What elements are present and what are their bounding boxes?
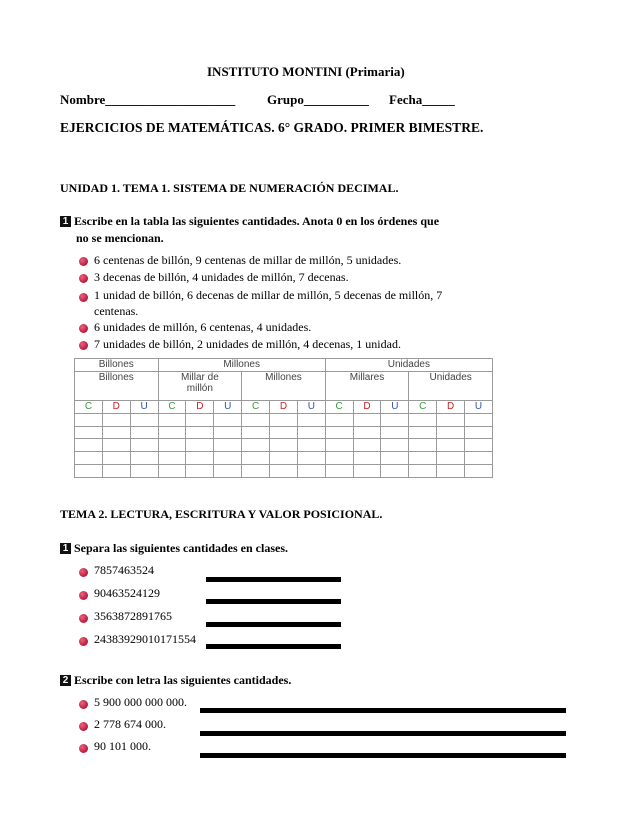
list-item: 3 decenas de billón, 4 unidades de millón, 7 decenas.: [94, 270, 349, 284]
table-cell[interactable]: [130, 426, 158, 439]
table-cell[interactable]: [437, 439, 465, 452]
table-cell[interactable]: [353, 439, 381, 452]
table-cell[interactable]: [102, 426, 130, 439]
numeration-table: [74, 358, 493, 478]
table-cell[interactable]: [102, 413, 130, 426]
table-cell[interactable]: [325, 452, 353, 465]
table-cell[interactable]: [186, 413, 214, 426]
table-cell[interactable]: [353, 413, 381, 426]
table-header: Billones: [75, 359, 159, 372]
grupo-field[interactable]: Grupo__________: [267, 92, 369, 107]
table-row: [75, 439, 493, 452]
table-header: Millones: [242, 371, 326, 400]
table-cell[interactable]: [270, 465, 298, 478]
bullet-icon: [79, 257, 88, 266]
table-cell[interactable]: [214, 426, 242, 439]
list-item: 5 900 000 000 000.: [94, 695, 187, 709]
exercise-1-line1: Escribe en la tabla las siguientes cantidades. Anota 0 en los órdenes que: [74, 214, 440, 228]
table-cell[interactable]: [325, 439, 353, 452]
table-cell[interactable]: [437, 465, 465, 478]
table-cell[interactable]: [325, 413, 353, 426]
table-header: Millar de millón: [158, 371, 242, 400]
table-cell[interactable]: [270, 413, 298, 426]
order-u: U: [381, 400, 409, 413]
order-c: C: [242, 400, 270, 413]
table-cell[interactable]: [437, 452, 465, 465]
table-cell[interactable]: [465, 426, 493, 439]
table-cell[interactable]: [465, 465, 493, 478]
table-cell[interactable]: [242, 439, 270, 452]
exercise-2-1-text: Separa las siguientes cantidades en clases.: [74, 541, 289, 555]
answer-line[interactable]: [206, 577, 341, 582]
table-cell[interactable]: [353, 452, 381, 465]
table-cell[interactable]: [214, 465, 242, 478]
order-d: D: [186, 400, 214, 413]
table-cell[interactable]: [270, 426, 298, 439]
order-c: C: [75, 400, 103, 413]
list-item: 1 unidad de billón, 6 decenas de millar de millón, 5 decenas de millón, 7: [94, 288, 443, 302]
table-cell[interactable]: [409, 413, 437, 426]
answer-line[interactable]: [200, 731, 566, 736]
table-cell[interactable]: [214, 413, 242, 426]
answer-line[interactable]: [206, 599, 341, 604]
order-c: C: [325, 400, 353, 413]
table-cell[interactable]: [353, 465, 381, 478]
topic2-heading: TEMA 2. LECTURA, ESCRITURA Y VALOR POSICIONAL.: [60, 507, 383, 521]
table-cell[interactable]: [242, 426, 270, 439]
list-item: 3563872891765: [94, 609, 172, 623]
order-d: D: [270, 400, 298, 413]
table-cell[interactable]: [75, 452, 103, 465]
table-cell[interactable]: [214, 452, 242, 465]
bullet-icon: [79, 614, 88, 623]
exercise-2-2-instruction: [60, 673, 291, 688]
table-cell[interactable]: [158, 452, 186, 465]
unit1-heading: UNIDAD 1. TEMA 1. SISTEMA DE NUMERACIÓN DECIMAL.: [60, 181, 399, 195]
bullet-icon: [79, 341, 88, 350]
table-row: [75, 413, 493, 426]
table-cell[interactable]: [186, 465, 214, 478]
table-cell[interactable]: [297, 452, 325, 465]
bullet-icon: [79, 722, 88, 731]
table-cell[interactable]: [437, 413, 465, 426]
number-1-icon: 1: [60, 543, 71, 554]
exercise-1-line2: no se mencionan.: [76, 231, 164, 245]
exercise-2-1-instruction: [60, 541, 288, 556]
table-cell[interactable]: [75, 465, 103, 478]
list-item-continuation: centenas.: [94, 304, 139, 318]
table-cell[interactable]: [270, 452, 298, 465]
table-cell[interactable]: [102, 452, 130, 465]
table-cell[interactable]: [381, 465, 409, 478]
order-u: U: [130, 400, 158, 413]
table-header: Millones: [158, 359, 325, 372]
table-cell[interactable]: [186, 452, 214, 465]
exercise-2-2-text: Escribe con letra las siguientes cantidades.: [74, 673, 292, 687]
table-cell[interactable]: [381, 452, 409, 465]
bullet-icon: [79, 744, 88, 753]
order-c: C: [158, 400, 186, 413]
list-item: 7 unidades de billón, 2 unidades de millón, 4 decenas, 1 unidad.: [94, 337, 401, 351]
table-cell[interactable]: [381, 439, 409, 452]
table-cell[interactable]: [130, 452, 158, 465]
table-class-row: [75, 371, 493, 400]
list-item: 24383929010171554: [94, 632, 196, 646]
table-cell[interactable]: [409, 426, 437, 439]
list-item: 6 unidades de millón, 6 centenas, 4 unidades.: [94, 320, 312, 334]
table-cell[interactable]: [465, 452, 493, 465]
table-header: Unidades: [409, 371, 493, 400]
bullet-icon: [79, 324, 88, 333]
table-cell[interactable]: [102, 439, 130, 452]
table-cell[interactable]: [102, 465, 130, 478]
table-cell[interactable]: [297, 426, 325, 439]
fecha-field[interactable]: Fecha_____: [389, 92, 455, 107]
list-item: 7857463524: [94, 563, 154, 577]
order-u: U: [297, 400, 325, 413]
order-d: D: [102, 400, 130, 413]
table-cell[interactable]: [130, 439, 158, 452]
table-cell[interactable]: [158, 439, 186, 452]
table-cell[interactable]: [75, 426, 103, 439]
table-cell[interactable]: [158, 413, 186, 426]
bullet-icon: [79, 293, 88, 302]
table-cell[interactable]: [297, 439, 325, 452]
table-cell[interactable]: [75, 439, 103, 452]
order-d: D: [437, 400, 465, 413]
table-cell[interactable]: [437, 426, 465, 439]
list-item: 90 101 000.: [94, 739, 151, 753]
table-cell[interactable]: [465, 413, 493, 426]
exercise-1-instruction: [60, 214, 439, 229]
bullet-icon: [79, 591, 88, 600]
table-group-row: [75, 359, 493, 372]
table-row: [75, 465, 493, 478]
table-cell[interactable]: [158, 465, 186, 478]
table-cell[interactable]: [186, 426, 214, 439]
table-cell[interactable]: [353, 426, 381, 439]
bullet-icon: [79, 637, 88, 646]
table-cell[interactable]: [214, 439, 242, 452]
table-cell[interactable]: [297, 413, 325, 426]
table-row: [75, 426, 493, 439]
table-cell[interactable]: [158, 426, 186, 439]
answer-line[interactable]: [206, 622, 341, 627]
table-cell[interactable]: [381, 413, 409, 426]
list-item: 90463524129: [94, 586, 160, 600]
bullet-icon: [79, 700, 88, 709]
table-cell[interactable]: [130, 413, 158, 426]
table-cell[interactable]: [270, 439, 298, 452]
table-row: [75, 452, 493, 465]
table-cell[interactable]: [75, 413, 103, 426]
order-c: C: [409, 400, 437, 413]
table-header: Millares: [325, 371, 409, 400]
order-u: U: [465, 400, 493, 413]
table-cell[interactable]: [297, 465, 325, 478]
table-cell[interactable]: [186, 439, 214, 452]
order-u: U: [214, 400, 242, 413]
table-cell[interactable]: [242, 413, 270, 426]
table-cell[interactable]: [325, 426, 353, 439]
subject-title: EJERCICIOS DE MATEMÁTICAS. 6° GRADO. PRIMER BIMESTRE.: [60, 120, 484, 135]
table-header: Unidades: [325, 359, 492, 372]
answer-line[interactable]: [200, 753, 566, 758]
bullet-icon: [79, 568, 88, 577]
table-header: Billones: [75, 371, 159, 400]
bullet-icon: [79, 274, 88, 283]
school-title: INSTITUTO MONTINI (Primaria): [207, 64, 405, 79]
table-cell[interactable]: [465, 439, 493, 452]
answer-line[interactable]: [206, 644, 341, 649]
list-item: 6 centenas de billón, 9 centenas de millar de millón, 5 unidades.: [94, 253, 402, 267]
answer-line[interactable]: [200, 708, 566, 713]
table-cell[interactable]: [409, 439, 437, 452]
table-cell[interactable]: [242, 452, 270, 465]
table-cell[interactable]: [381, 426, 409, 439]
nombre-field[interactable]: Nombre____________________: [60, 92, 236, 107]
number-1-icon: 1: [60, 216, 71, 227]
table-cell[interactable]: [409, 452, 437, 465]
number-2-icon: 2: [60, 675, 71, 686]
table-order-row: [75, 400, 493, 413]
table-cell[interactable]: [409, 465, 437, 478]
order-d: D: [353, 400, 381, 413]
table-cell[interactable]: [325, 465, 353, 478]
list-item: 2 778 674 000.: [94, 717, 166, 731]
table-cell[interactable]: [242, 465, 270, 478]
table-cell[interactable]: [130, 465, 158, 478]
